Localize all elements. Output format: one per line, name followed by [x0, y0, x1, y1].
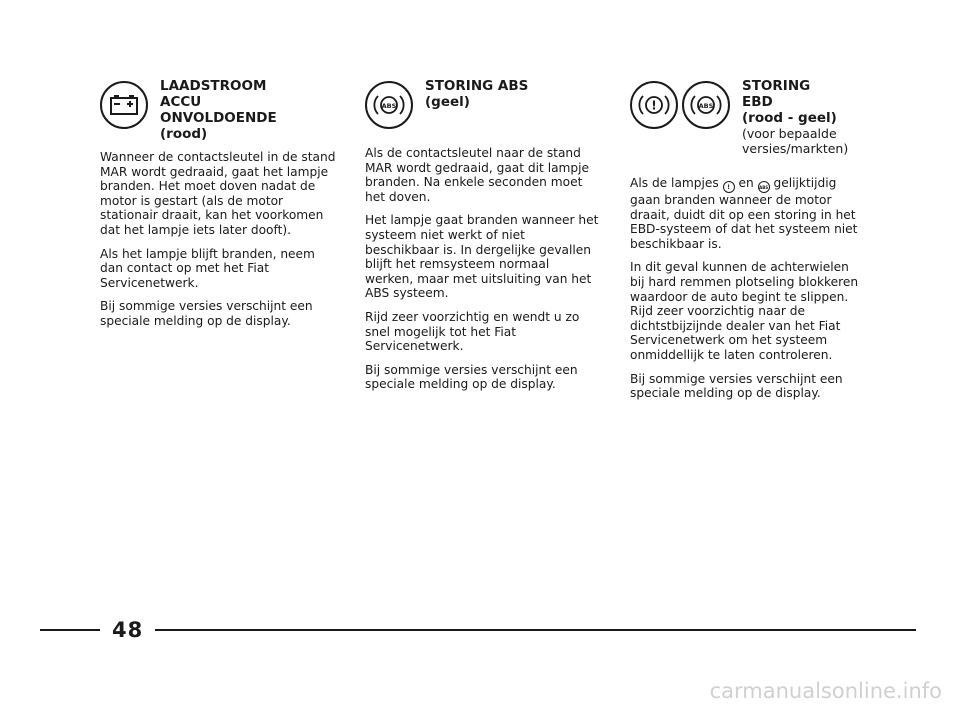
section-header — [630, 78, 866, 176]
page-number: 48 — [112, 618, 144, 642]
section-abs-failure — [365, 78, 601, 401]
paragraph: Bij sommige versies verschijnt een speciale melding op de display. — [100, 299, 313, 328]
paragraph: Als het lampje blijft branden, neem dan contact op met het Fiat Servicenetwerk. — [100, 246, 315, 290]
paragraph: Als de contactsleutel naar de stand MAR wordt gedraaid, gaat dit lampje branden. Na enkele seconden moet het doven. — [365, 146, 590, 204]
paragraph: Het lampje gaat branden wanneer het systeem niet werkt of niet beschikbaar is. In dergelijke gevallen blijft het remsysteem normaal werken, maar met uitsluiting van het ABS systeem. — [365, 213, 599, 301]
paragraph: In dit geval kunnen de achterwielen bij hard remmen plotseling blokkeren waardoor de auto begint te slippen. Rijd zeer voorzichtig naar de dichtstbijzijnde dealer van het Fiat Servicenetwerk om het systeem onmiddellijk te laten controleren. — [630, 260, 859, 362]
svg-text:ABS: ABS — [698, 101, 714, 110]
battery-warning-icon — [100, 81, 148, 129]
abs-warning-icon: ABS — [758, 181, 770, 193]
divider — [40, 629, 100, 631]
abs-warning-icon — [682, 81, 730, 129]
section-title: STORING ABS (geel) — [425, 78, 529, 110]
paragraph: Als de lampjes ! en ABS gelijktijdig gaan branden wanneer de motor draait, duidt dit op een storing in het EBD-systeem of dat het systeem niet beschikbaar is. — [630, 176, 858, 251]
section-header — [100, 78, 336, 150]
brake-warning-icon: ! — [723, 181, 735, 193]
brake-warning-icon — [630, 81, 678, 129]
section-ebd-failure — [630, 78, 866, 410]
paragraph: Wanneer de contactsleutel in de stand MAR wordt gedraaid, gaat het lampje branden. Het moet doven nadat de motor is gestart (als de motor stationair draait, kan het voorkomen dat het lampje iets later dooft). — [100, 150, 336, 237]
section-header — [365, 78, 601, 146]
section-title: LAADSTROOM ACCU ONVOLDOENDE (rood) — [160, 78, 277, 142]
section-title: STORING EBD (rood - geel) (voor bepaalde versies/markten) — [742, 78, 849, 156]
watermark: carmanualsonline.info — [709, 679, 942, 703]
abs-warning-icon — [365, 81, 413, 129]
page-footer — [40, 618, 916, 642]
svg-text:!: ! — [651, 98, 657, 113]
paragraph: Bij sommige versies verschijnt een speciale melding op de display. — [365, 362, 578, 392]
paragraph: Rijd zeer voorzichtig en wendt u zo snel mogelijk tot het Fiat Servicenetwerk. — [365, 309, 580, 354]
svg-text:ABS: ABS — [381, 101, 397, 110]
divider — [155, 629, 916, 631]
paragraph: Bij sommige versies verschijnt een speciale melding op de display. — [630, 371, 843, 401]
section-battery-charge — [100, 78, 336, 338]
